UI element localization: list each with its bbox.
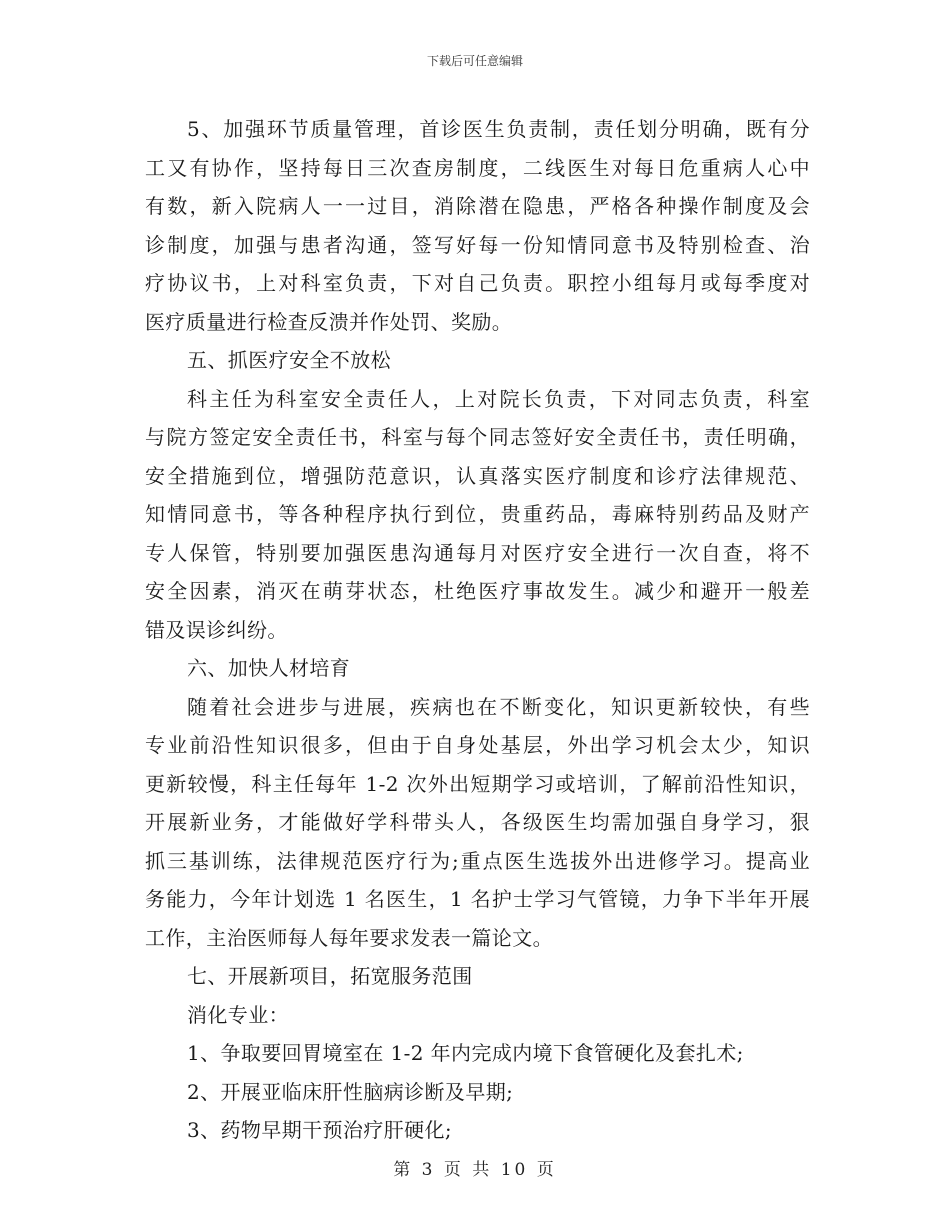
paragraph-line: 工又有协作，坚持每日三次查房制度，二线医生对每日危重病人心中 [145,155,810,180]
paragraph-line: 医疗质量进行检查反溃并作处罚、奖励。 [145,309,513,334]
paragraph-line: 与院方签定安全责任书，科室与每个同志签好安全责任书，责任明确， [145,425,810,449]
paragraph-line: 工作，主治医师每人每年要求发表一篇论文。 [145,925,553,950]
paragraph-line: 5、加强环节质量管理，首诊医生负责制，责任划分明确，既有分 [187,117,810,141]
list-item: 3、药物早期干预治疗肝硬化; [187,1118,453,1142]
paragraph-line: 安全措施到位，增强防范意识，认真落实医疗制度和诊疗法律规范、 [145,463,810,488]
section-heading: 五、抓医疗安全不放松 [187,348,391,372]
section-heading: 六、加快人材培育 [187,656,351,680]
paragraph-line: 开展新业务，才能做好学科带头人，各级医生均需加强自身学习，狠 [145,810,810,834]
paragraph-line: 疗协议书，上对科室负责，下对自己负责。职控小组每月或每季度对 [145,271,810,295]
paragraph-line: 安全因素，消灭在萌芽状态，杜绝医疗事故发生。减少和避开一般差 [145,579,810,603]
section-heading: 七、开展新项目，拓宽服务范围 [187,964,473,988]
paragraph-line: 专业前沿性知识很多，但由于自身处基层，外出学习机会太少，知识 [145,733,810,757]
paragraph-line: 更新较慢，科主任每年 1-2 次外出短期学习或培训，了解前沿性知识， [145,771,810,796]
paragraph-line: 专人保管，特别要加强医患沟通每月对医疗安全进行一次自查，将不 [145,540,810,565]
paragraph-line: 随着社会进步与进展，疾病也在不断变化，知识更新较快，有些 [187,694,810,719]
list-item: 2、开展亚临床肝性脑病诊断及早期; [187,1079,514,1104]
document-body [145,110,810,1150]
list-item: 1、争取要回胃境室在 1-2 年内完成内境下食管硬化及套扎术; [187,1041,744,1065]
paragraph-line: 科主任为科室安全责任人，上对院长负责，下对同志负责，科室 [187,386,810,411]
page-header-note: 下载后可任意编辑 [426,54,523,68]
paragraph-line: 错及误诊纠纷。 [145,617,288,642]
paragraph-line: 知情同意书，等各种程序执行到位，贵重药品，毒麻特别药品及财产 [145,502,810,526]
subsection-label: 消化专业： [187,1002,289,1027]
paragraph-line: 抓三基训练，法律规范医疗行为;重点医生选拔外出进修学习。提高业 [145,848,810,873]
paragraph-line: 务能力，今年计划选 1 名医生，1 名护士学习气管镜，力争下半年开展 [145,887,810,911]
paragraph-line: 诊制度，加强与患者沟通，签写好每一份知情同意书及特别检查、治 [145,232,810,257]
paragraph-line: 有数，新入院病人一一过目，消除潜在隐患，严格各种操作制度及会 [145,194,810,218]
page-number-footer: 第 3 页 共 10 页 [393,1160,557,1180]
